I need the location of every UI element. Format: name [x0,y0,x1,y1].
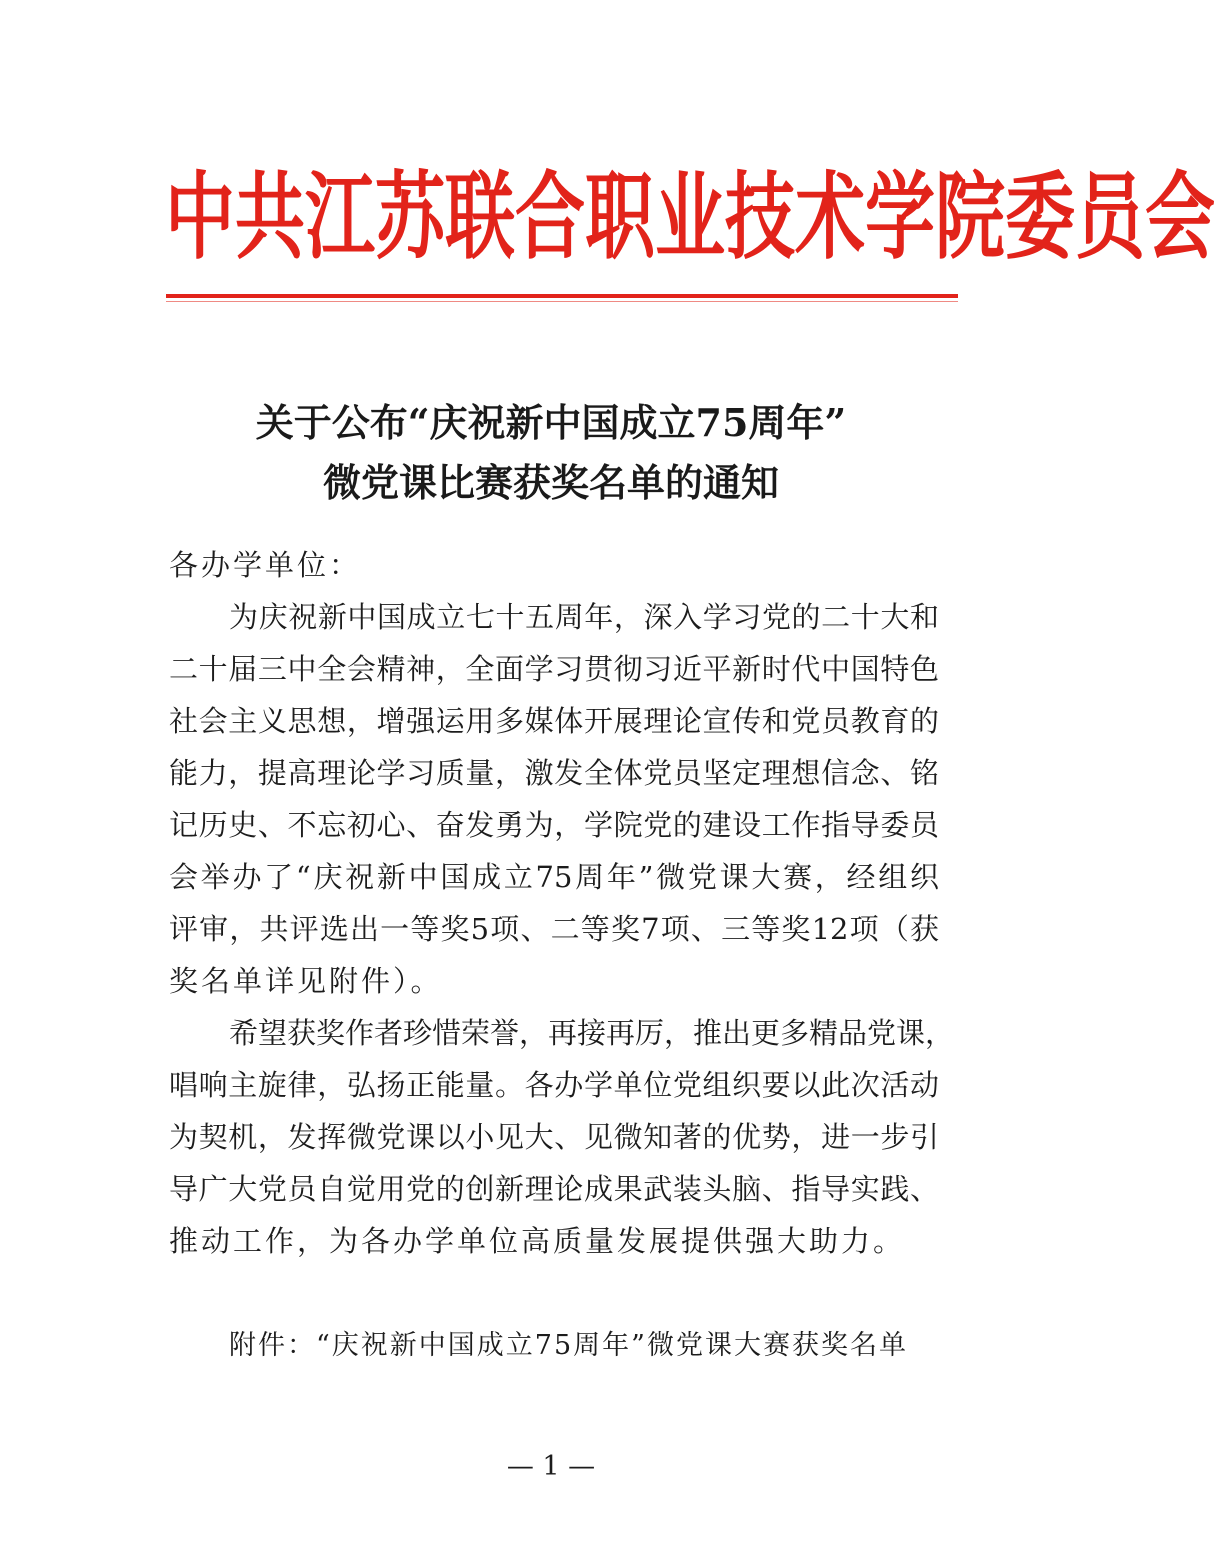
document-title-line-1: 关于公布“庆祝新中国成立75周年” [255,400,847,445]
paragraph-1-line: 二十届三中全会精神，全面学习贯彻习近平新时代中国特色 [169,652,939,686]
paragraph-1-line: 社会主义思想，增强运用多媒体开展理论宣传和党员教育的 [169,704,939,738]
page-number: — 1 — [506,1451,596,1482]
letterhead-red-rule [166,294,958,298]
paragraph-1-line: 记历史、不忘初心、奋发勇为，学院党的建设工作指导委员 [169,808,939,842]
paragraph-1-line: 奖名单详见附件）。 [169,964,443,998]
salutation: 各办学单位： [169,548,362,582]
letterhead-red-rule-thin [166,301,958,302]
letterhead-org-name: 中共江苏联合职业技术学院委员会 [165,160,1215,273]
paragraph-1-line: 为庆祝新中国成立七十五周年，深入学习党的二十大和 [229,600,939,634]
paragraph-2-line: 希望获奖作者珍惜荣誉，再接再厉，推出更多精品党课， [229,1016,955,1050]
paragraph-2-line: 推动工作，为各办学单位高质量发展提供强大助力。 [169,1224,906,1258]
paragraph-1-line: 评审，共评选出一等奖5项、二等奖7项、三等奖12项（获 [169,912,939,946]
attachment-line: 附件：“庆祝新中国成立75周年”微党课大赛获奖名单 [229,1330,908,1361]
paragraph-2-line: 导广大党员自觉用党的创新理论成果武装头脑、指导实践、 [169,1172,939,1206]
paragraph-2-line: 唱响主旋律，弘扬正能量。各办学单位党组织要以此次活动 [169,1068,939,1102]
paragraph-2-line: 为契机，发挥微党课以小见大、见微知著的优势，进一步引 [169,1120,939,1154]
paragraph-1-line: 会举办了“庆祝新中国成立75周年”微党课大赛，经组织 [169,860,939,894]
document-title-line-2: 微党课比赛获奖名单的通知 [322,460,779,505]
paragraph-1-line: 能力，提高理论学习质量，激发全体党员坚定理想信念、铭 [169,756,939,790]
